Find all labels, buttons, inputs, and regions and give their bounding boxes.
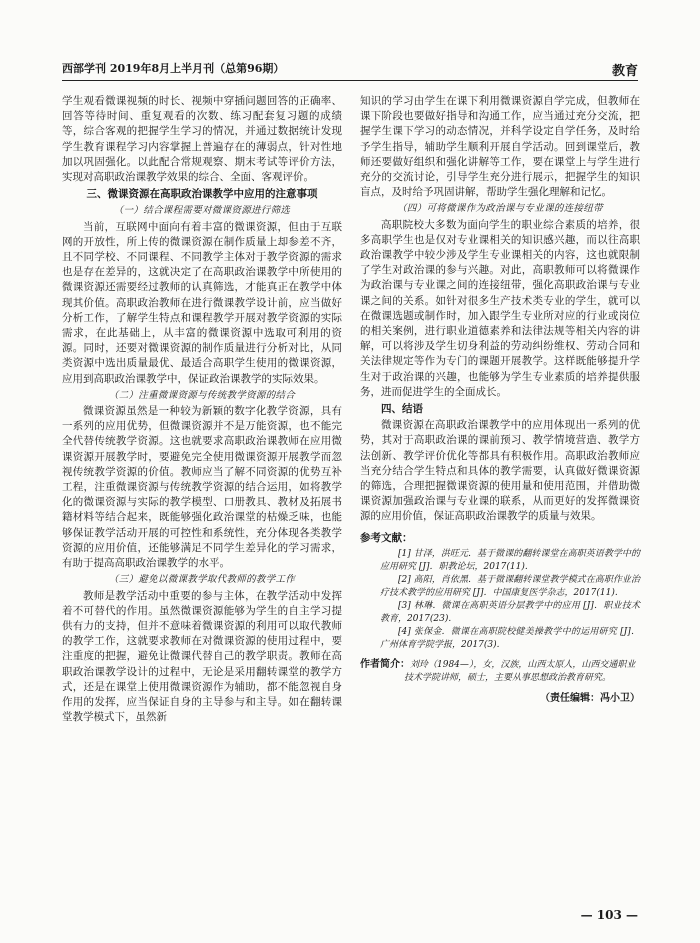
- paragraph: 当前，互联网中面向有着丰富的微课资源，但由于互联网的开放性，所上传的微课资源在制作质量上却参差不齐，且不同学校、不同课程、不同教学主体对于教学资源的需求也是存在差异的，这就决定了在高职政治课教学中所使用的微课资源还需要经过教师的认真筛选，才能真正在教学中体现其价值。高职政治教师在进行微课教学设计前，应当做好分析工作，了解学生特点和课程教学开展对教学资源的实际需求，在此基础上，从丰富的微课资源中选取可利用的资源。同时，还要对微课资源的制作质量进行分析对比，从同类资源中选出质量最优、最适合高职学生使用的微课资源，应用到高职政治课教学中，保证政治课教学的实际效果。: [62, 220, 342, 385]
- paragraph: 高职院校大多数为面向学生的职业综合素质的培养，很多高职学生也是仅对专业课相关的知识感兴趣，而以往高职政治课教学中较少涉及学生专业课相关的内容，这也就限制了学生对政治课的参与兴趣。对此，高职教师可以将微课作为政治课与专业课之间的连接纽带，强化高职政治课与专业课之间的关系。如针对很多生产技术类专业的学生，就可以在微课选题或制作时，加入跟学生专业所对应的行业或岗位的相关案例，进行职业道德素养和法律法规等相关内容的讲解，可以将涉及学生切身利益的劳动纠纷维权、劳动合同和关法律规定等作为专门的课题开展教学。这样既能够提升学生对于政治课的兴趣，也能够为学生专业素质的培养提供服务，进而促进学生的全面成长。: [360, 218, 640, 398]
- author-text: 刘玲（1984—），女，汉族，山西太原人，山西交通职业技术学院讲师，硕士，主要从事思想政治教育研究。: [404, 659, 636, 683]
- paragraph: 学生观看微课视频的时长、视频中穿插问题回答的正确率、回答等待时间、重复观看的次数、练习配套复习题的成绩等，综合客观的把握学生学习的情况，并通过数据统计发现学生教育课程学习内容掌握上普遍存在的薄弱点，针对性地加以巩固强化。以此配合常规观察、期末考试等评价方法，实现对高职政治课教学效果的综合、全面、客观评价。: [62, 95, 342, 184]
- paragraph: 微课资源虽然是一种较为新颖的数字化教学资源，具有一系列的应用优势，但微课资源并不是万能资源，也不能完全代替传统教学资源。这也就要求高职政治课教师在应用微课资源开展教学时，要避免完全使用微课资源开展教学而忽视传统教学资源的价值。教师应当了解不同资源的优势互补工程，注重微课资源与传统教学资源的结合运用，如将教学化的微课资源与实际的教学模型、口册教具、教材及拓展书籍材料等结合起来，既能够强化政治课堂的枯燥乏味，也能够保证教学活动开展的可控性和系统性，充分体现各类教学资源的应用价值，还能够满足不同学生差异化的学习需求，有助于提高高职政治课教学的水平。: [62, 405, 342, 570]
- subheading-1: （一）结合课程需要对微课资源进行筛选: [113, 205, 291, 217]
- paragraph: 教师是教学活动中重要的参与主体，在教学活动中发挥着不可替代的作用。虽然微课资源能够为学生的自主学习提供有力的支持，但并不意味着微课资源的利用可以取代教师的教学工作，这就要求教师在对微课资源的使用过程中，要注重度的把握，避免让微课代替自己的教学职责。教师在高职政治课教学设计的过程中，无论是采用翻转课堂的教学方式，还是在课堂上使用微课资源作为辅助，都不能忽视自身作用的发挥，应当保证自身的主导参与和主导。如在翻转课堂教学模式下，虽然新: [62, 589, 342, 724]
- references-heading: 参考文献：: [360, 531, 413, 544]
- section-label: 教育: [611, 64, 638, 79]
- reference-item: [1] 甘泽，洪旺元．基于微课的翻转课堂在高职英语教学中的应用研究 [J]．职教论坛，2017(11).: [380, 548, 640, 572]
- running-header: [62, 60, 638, 80]
- section-heading-4: 四、结语: [381, 403, 423, 416]
- section-heading-3: 三、微课资源在高职政治课教学中应用的注意事项: [86, 188, 318, 201]
- editor-credit: （责任编辑：冯小卫）: [540, 692, 640, 704]
- reference-item: [2] 高阳，肖依黑．基于微课翻转课堂教学模式在高职作业治疗技术教学的应用研究 [J]．中国康复医学杂志，2017(11).: [380, 574, 640, 598]
- reference-item: [4] 张保金．微课在高职院校健美操教学中的运用研究 [J]．广州体育学院学报，2017(3).: [380, 626, 640, 650]
- paragraph: 知识的学习由学生在课下利用微课资源自学完成，但教师在课下阶段也要做好指导和沟通工作，应当通过充分交流，把握学生课下学习的动态情况，并科学设定自学任务，及时给予学生指导，辅助学生顺利开展自学活动。回到课堂后，教师还要做好组织和强化讲解等工作，要在课堂上与学生进行充分的交流讨论，引导学生充分进行展示，把握学生的知识盲点，及时给予巩固讲解，帮助学生强化理解和记忆。: [360, 95, 640, 199]
- author-bio: [360, 658, 640, 685]
- paragraph: 微课资源在高职政治课教学中的应用体现出一系列的优势，其对于高职政治课的课前预习、教学情境营造、教学方法创新、教学评价优化等都具有积极作用。高职政治教师应当充分结合学生特点和具体的教学需要，认真做好微课资源的筛选，合理把握微课资源的使用量和使用范围，并借助微课资源加强政治课与专业课的联系，从而更好的发挥微课资源的应用价值，保证高职政治课教学的质量与效果。: [360, 419, 640, 523]
- subheading-4: （四）可将微课作为政治课与专业课的连接纽带: [397, 203, 603, 215]
- header-rule: [62, 80, 638, 81]
- author-label: 作者简介：: [360, 658, 410, 670]
- right-column: [360, 94, 640, 706]
- journal-title: 西部学刊 2019年8月上半月刊（总第96期）: [62, 62, 285, 75]
- subheading-2: （二）注重微课资源与传统教学资源的结合: [108, 389, 296, 401]
- subheading-3: （三）避免以微课教学取代教师的教学工作: [108, 574, 296, 586]
- page-number: — 103 —: [580, 908, 638, 922]
- reference-item: [3] 林琳．微课在高职英语分层教学中的应用 [J]．职业技术教育，2017(23).: [380, 600, 640, 624]
- left-column: [62, 94, 342, 725]
